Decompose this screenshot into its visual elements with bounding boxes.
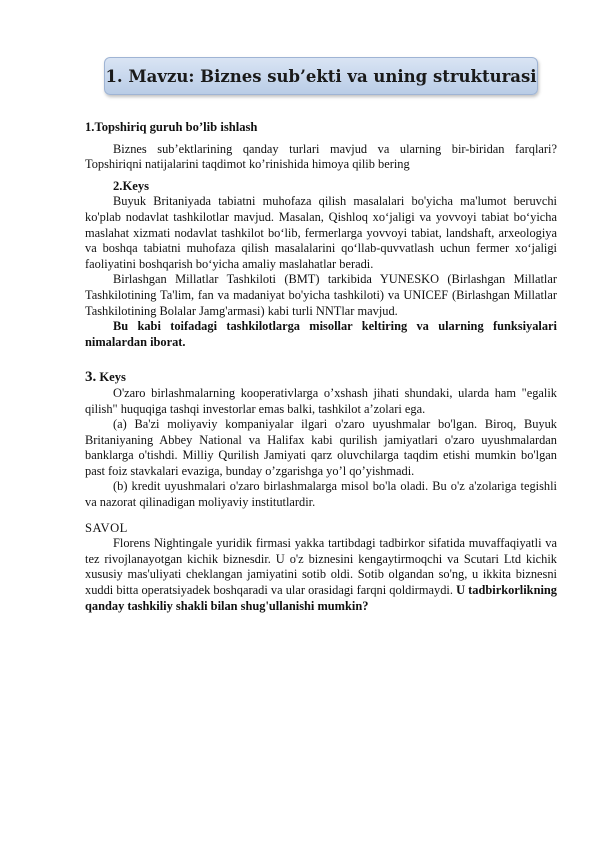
keys3-paragraph-1: O'zaro birlashmalarning kooperativlarga o’xshash jihati shundaki, ularda ham "egalik qilish" huquqiga tashqi investorlar emas balki, tashkilot a’zolari ega.	[85, 385, 557, 416]
keys2-heading: 2.Keys	[113, 178, 150, 193]
title-banner	[104, 57, 538, 95]
task1-heading: 1.Topshiriq guruh bo’lib ishlash	[85, 120, 258, 134]
document-body	[85, 120, 557, 614]
savol-paragraph	[85, 536, 557, 614]
keys2-question: Bu kabi toifadagi tashkilotlarga misollar keltiring va ularning funksiyalari nimalardan iborat.	[85, 319, 557, 349]
savol-heading: SAVOL	[85, 520, 128, 535]
keys3-number: 3.	[85, 369, 97, 386]
keys2-paragraph-2: Birlashgan Millatlar Tashkiloti (BMT) tarkibida YUNESKO (Birlashgan Millatlar Tashkilotining Ta'lim, fan va madaniyat bo'yicha tashkiloti) va UNICEF (Birlashgan Millatlar Tashkilotining Bolalar Jamg'armasi) kabi turli NNTlar mavjud.	[85, 272, 557, 318]
keys3-heading	[85, 370, 557, 386]
savol-question: U tadbirkorlikning qanday tashkiliy shakli bilan shug'ullanishi mumkin?	[85, 583, 557, 613]
keys2-paragraph-1: Buyuk Britaniyada tabiatni muhofaza qilish masalalari bo'yicha ma'lumot beruvchi ko'plab nodavlat tashkilotlar mavjud. Masalan, Qishloq xo‘jaligi va yovvoyi tabiat bo‘yicha maslahat xizmati nodavlat tashkilot bo‘lib, fermerlarga yovvoyi tabiat, landshaft, arxeologiya va boshqa tabiatni muhofaza qilish masalalarini qo‘llab-quvvatlash uchun fermer xo‘jaligi faoliyatini boshqarish bo‘yicha amaliy maslahatlar beradi.	[85, 194, 557, 271]
page-title: 1. Mavzu: Biznes sub’ekti va uning strukturasi	[105, 66, 537, 86]
keys3-label: Keys	[99, 370, 126, 385]
savol-text: Florens Nightingale yuridik firmasi yakka tartibdagi tadbirkor sifatida muvaffaqiyatli va tez rivojlanayotgan kichik biznesdir. U o'z biznesini kengaytirmoqchi va Scutari Ltd kichik xususiy mas'uliyati cheklangan jamiyatini sotib oldi. Sotib olgandan so'ng, u ikkita biznesni xuddi bitta operatsiyadek boshqaradi va ular orasidagi farqni qoldirmaydi.	[85, 536, 557, 598]
task1-text: Biznes sub’ektlarining qanday turlari mavjud va ularning bir-biridan farqlari? Topshiriqni natijalarini taqdimot ko’rinishida himoya qilib bering	[85, 141, 557, 172]
keys3-paragraph-3: (b) kredit uyushmalari o'zaro birlashmalarga misol bo'la oladi. Bu o'z a'zolariga tegishli va nazorat qilinadigan moliyaviy institutlardir.	[85, 479, 557, 510]
keys3-paragraph-2: (a) Ba'zi moliyaviy kompaniyalar ilgari o'zaro uyushmalar bo'lgan. Biroq, Buyuk Britaniyaning Abbey National va Halifax kabi qurilish jamiyatlari o'zaro uyushmalardan banklarga o'tishdi. Milliy Qurilish Jamiyati qarz oluvchilarga taqdim etishi mumkin bo'lgan past foiz stavkalari evaziga, bunday o’zgarishga yo’l qo’yishmadi.	[85, 417, 557, 478]
